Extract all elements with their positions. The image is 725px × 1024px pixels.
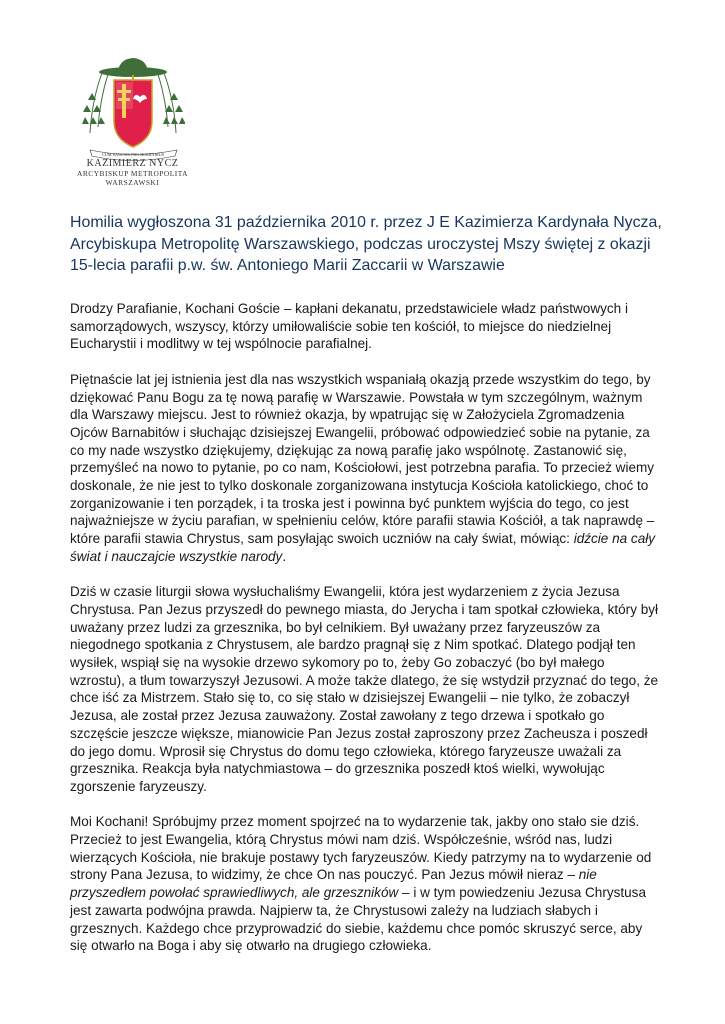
homily-title: Homilia wygłoszona 31 października 2010 r. przez J E Kazimierza Kardynała Nycza, Arcybiskupa Metropolitę Warszawskiego, podczas uroczystej Mszy świętej z okazji 15-lecia parafii p.w. św. Antoniego Marii Zaccarii w Warszawie [70, 214, 662, 274]
paragraph-text: Piętnaście lat jej istnienia jest dla nas wszystkich wspaniałą okazją przede wszystkim do tego, by dziękować Panu Bogu za tę nową parafię w Warszawie. Powstała w tym szczególnym, ważnym dla Warszawy miejscu. Jest to również okazja, by wpatrując się w Założyciela Zgromadzenia Ojców Barnabitów i słuchając dzisiejszej Ewangelii, próbować odpowiedzieć sobie na pytanie, za co my nade wszystko dziękujemy, dziękując za nową parafię jako wspólnotę. Zastanowić się, przemyśleć na nowo to pytanie, po co nam, Kościołowi, jest potrzebna parafia. To przecież wiemy doskonale, że nie jest to tylko doskonale zorganizowana instytucja Kościoła katolickiego, choć to zorganizowanie i ten porządek, i ta troska jest i powinna być punktem wyjścia do tego, co jest najważniejsze w życiu parafian, w spełnieniu celów, które parafii stawia Kościół, a tak naprawdę – które parafii stawia Chrystus, sam posyłając swoich uczniów na cały świat, mówiąc: [70, 371, 655, 547]
bishop-title: ARCYBISKUP METROPOLITA [77, 169, 188, 178]
bishop-name: KAZIMIERZ NYCZ [86, 158, 179, 169]
paragraph-text: . [282, 548, 287, 564]
paragraph-quote: nie przyszedłem powołać sprawiedliwych, ale grzeszników [70, 867, 597, 901]
coat-of-arms [82, 55, 185, 165]
coat-of-arms-icon [82, 55, 185, 165]
paragraph-gospel: Dziś w czasie liturgii słowa wysłuchaliśmy Ewangelii, która jest wydarzeniem z życia Jezusa Chrystusa. Pan Jezus przyszedł do pewnego miasta, do Jerycha i tam spotkał człowieka, który był uważany przez ludzi za grzesznika, bo był celnikiem. Był uważany przez faryzeuszów za niegodnego spotkania z Chrystusem, ale bardzo pragnął się z Nim spotkać. Dlatego podjął ten wysiłek, wspiął się na wysokie drzewo sykomory po to, żeby Go zobaczyć (bo był małego wzrostu), a tłum towarzyszył Jezusowi. A może także dlatego, że się wstydził przyznać do tego, że chce iść za Mistrzem. Stało się to, co się stało w dzisiejszej Ewangelii – nie tylko, że zobaczył Jezusa, ale został przez Jezusa zauważony. Został zawołany z tego drzewa i spotkało go szczęście jeszcze większe, mianowicie Pan Jezus został zaproszony przez Zacheusza i poszedł do jego domu. Wprosił się Chrystus do domu tego człowieka, którego faryzeusze uważali za grzesznika. Reakcja była natychmiastowa – do grzesznika poszedł ktoś wielki, wywołując zgorszenie faryzeuszy. [70, 584, 659, 794]
seal-motto: CUM SANCTIS PRO HOMINIBUS [101, 152, 165, 157]
paragraph-greeting: Drodzy Parafianie, Kochani Goście – kapłani dekanatu, przedstawiciele władz państwowych i samorządowych, wszyscy, którzy umiłowaliście sobie ten kościół, to miejsce do niedzielnej Eucharystii i modlitwy w tej wspólnocie parafialnej. [70, 301, 628, 352]
paragraph-text: – i w tym powiedzeniu Jezusa Chrystusa jest zawarta podwójna prawda. Najpierw ta, że Chrystusowi zależy na ludziach słabych i grzesznych. Każdego chce przyprowadzić do siebie, każdemu chce pomóc skruszyć serce, aby się otwarło na Boga i aby się otwarło na drugiego człowieka. [70, 885, 646, 954]
bishop-city: WARSZAWSKI [105, 178, 160, 187]
homily-body [70, 300, 660, 973]
paragraph-anniversary [70, 371, 660, 566]
paragraph-reflection [70, 813, 660, 955]
bishop-signature-block [60, 158, 205, 187]
paragraph-text: Moi Kochani! Spróbujmy przez moment spojrzeć na to wydarzenie tak, jakby ono stało sie dziś. Przecież to jest Ewangelia, którą Chrystus mówi nam dziś. Współcześnie, wśród nas, ludzi wierzących Kościoła, nie brakuje postawy tych faryzeuszów. Kiedy patrzymy na to wydarzenie od strony Pana Jezusa, to widzimy, że chce On nas pouczyć. Pan Jezus mówił nieraz – [70, 814, 652, 883]
paragraph-quote: idźcie na cały świat i nauczajcie wszystkie narody [70, 531, 656, 564]
